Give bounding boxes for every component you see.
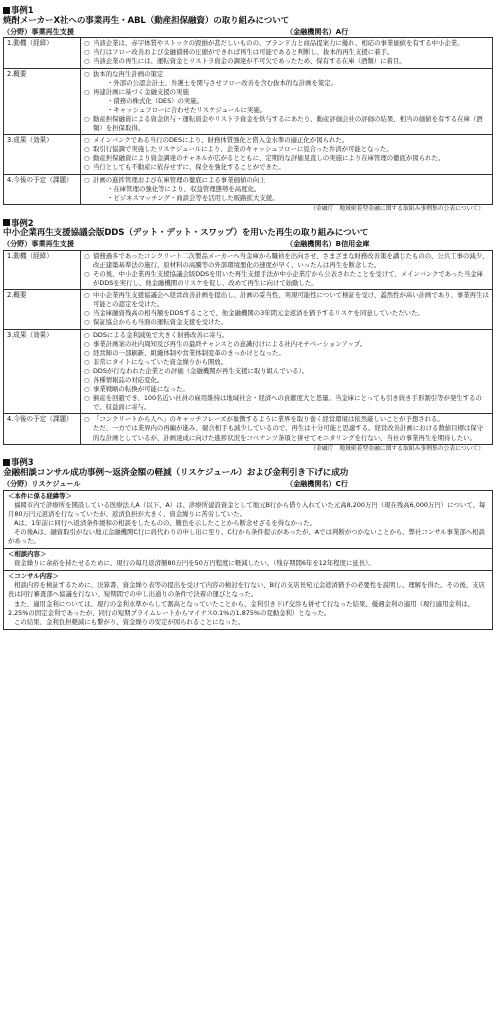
list-item-text: 事業計画案の社内周知及び再生の最終チャンスとの意識付けによる社内モチベーションアップ。 [93,339,367,348]
list-item [84,270,489,288]
case-1-institution: （金融機関名）A行 [286,26,349,36]
list-item [84,394,489,412]
row-content [81,414,493,444]
case-1-number: 事例1 [3,5,494,16]
case-1-table [3,37,493,205]
section-heading: ＜コンサル内容＞ [8,572,59,581]
row-label: 4.今後の予定（課題） [4,174,81,204]
bullet-circle-icon: ○ [84,357,90,366]
list-item [84,70,489,79]
bullet-circle-icon: ○ [84,39,90,48]
bullet-circle-icon: ○ [84,175,90,184]
list-item [84,291,489,309]
list-item-text: 当行としても不動産に依存せずに、保全を強化することができた。 [93,163,285,172]
list-item-text: 計画の進捗管理および在庫管理の徹底による事業価値の向上 [93,175,266,184]
bullet-circle-icon: ○ [84,87,90,96]
black-square-icon [3,459,10,466]
list-item [84,367,489,376]
list-item [84,97,489,106]
bullet-circle-icon: ○ [84,48,90,57]
bullet-circle-icon: ○ [84,375,90,384]
box-section [4,491,492,549]
case-2-title: 中小企業再生支援協議会版DDS（デット・デット・スワップ）を用いた再生の取り組みについて [3,228,369,239]
list-item [84,252,489,270]
table-row [4,414,493,444]
list-item-text: 抜本的な再生計画の策定 [93,69,164,78]
list-item [84,349,489,358]
list-item [84,136,489,145]
bullet-circle-icon: ○ [84,318,90,327]
bullet-circle-icon: ○ [84,348,90,357]
list-item-text: ただ、一方では業界内の再編が進み、競合相手も減少しているので、再生は十分可能と思慮する。経営改善計画における数値目標は保守的な計画としているが、計画達成に向けた進捗状況をコベナンツ条項と併せてモニタリングを行ない、当社の事業再生を期待したい。 [93,424,484,442]
row-label: 4.今後の予定（課題） [4,414,81,444]
list-item [84,424,489,442]
case-3-institution: （金融機関名）C行 [286,478,348,488]
list-item [84,194,489,203]
bullet-circle-icon: ○ [84,339,90,348]
bullet-circle-icon: ○ [84,114,90,123]
box-section [4,570,492,629]
case-2-institution: （金融機関名）B信用金庫 [286,239,370,249]
case-2 [3,218,494,454]
row-label: 3.成果（効果） [4,135,81,174]
paragraph: 資金繰りに余裕を持たせるために、現行の毎月返済額80万円を50万円程度に軽減したい。（残存期間6年を12年程度に延長）。 [14,559,375,568]
list-item [84,358,489,367]
list-item [84,185,489,194]
case-1-title: 焼酎メーカーX社への事業再生・ABL（動産担保融資）の取り組みについて [3,15,290,26]
row-content [81,174,493,204]
list-item-text: その後、中小企業再生支援協議会版DDSを用いた再生支援手法が中小企業庁から公表されたことを受けて、メインバンクであった当金庫がDDSを実行し、他金融機関のリスケを促し、改めて再生に向けて始動した。 [93,269,484,288]
bullet-circle-icon: ○ [84,366,90,375]
case-1 [3,5,494,214]
paragraph: その後Aは、融資取引がない地元金融機関C行に肩代わりの申し出に至り、C行から条件提示があったが、Aでは判断がつかないことから、弊社コンサル事業部へ相談があった。 [8,527,486,546]
bullet-circle-icon: ○ [84,330,90,339]
list-item [84,163,489,172]
list-item-text: 経営陣の一部刷新、組織体制や営業体制変革のきっかけとなった。 [93,348,285,357]
list-item [84,145,489,154]
list-item [84,176,489,185]
black-square-icon [3,219,10,226]
case-3-title: 金融相談コンサル成功事例～返済金額の軽減（リスケジュール）および金利引き下げに成功 [3,467,349,478]
list-item-text: メインバンクである当行のDESにより、財務体質強化と借入金水準の適正化が図られた。 [93,136,349,145]
case-1-meta [3,27,494,37]
bullet-circle-icon: ○ [84,309,90,318]
list-item-text: 当該企業は、赤字体質やストックの毀損が甚だしいものの、ブランド力と商品提案力に優れ、相応の事業価値を有する中小企業。 [93,39,464,48]
row-label: 3.成果（効果） [4,329,81,414]
bullet-circle-icon: ○ [84,154,90,163]
section-heading: ＜本件に係る経緯等＞ [8,491,72,500]
list-item-text: 各種情報誌の対応変化。 [93,375,164,384]
list-item-text: 当金庫融資残高の相当額をDDSすることで、他金融機関の3年間元金返済を猶予するリスケを同意していただいた。 [93,309,424,318]
row-content [81,290,493,329]
list-item [84,340,489,349]
list-item-text: 当行はフロー改善および金融債務の圧縮ができれば再生は可能であると判断し、抜本的再生支援に着手。 [93,48,394,57]
case-1-field: （分野）事業再生支援 [3,26,74,36]
case-2-table [3,250,493,445]
bullet-circle-icon: ○ [84,57,90,66]
table-row [4,329,493,414]
bullet-circle-icon: ○ [84,385,90,394]
indent-spacer [98,79,107,88]
indent-spacer [98,97,107,106]
list-item-text: ・在庫管理の強化等により、収益管理態勢を高度化。 [107,184,261,193]
list-item-text: 「コンクリートから人へ」のキャッチフレーズが象徴するように業界を取り巻く経営環境は依然厳しいことが予想される。 [93,415,444,424]
bullet-circle-icon: ○ [84,69,90,78]
list-item-text: 倒産を回避でき、100名近い社員の雇用維持は地域社会・経済への貢献度大と思量。当金庫にとっても引き続き手形割引等が発生するので、収益面に寄与。 [93,394,482,412]
bullet-circle-icon: ○ [84,163,90,172]
list-item [84,57,489,66]
list-item-text: 動産担保融資による資金供与・運転資金やリストラ資金を供与するにあたり、動産評価会社の評価の結果、相当の価値を有する在庫（酒類）を担保取得。 [93,114,483,133]
list-item-text: 再建計画に基づく金融支援の実施 [93,87,189,96]
bullet-circle-icon: ○ [84,291,90,300]
case-2-number: 事例2 [3,218,494,229]
row-content [81,38,493,68]
list-item-text: 事業戦略の転換が可能になった。 [93,385,189,394]
list-item [84,331,489,340]
table-row [4,174,493,204]
indent-spacer [98,185,107,194]
list-item-text: DDSによる金利減免で大きく財務改善に寄与。 [93,330,229,339]
list-item [84,39,489,48]
list-item-text: DDSが行なわれた企業との評価（金融機関が再生支援に取り組んでいる）。 [93,366,309,375]
table-row [4,135,493,174]
list-item [84,115,489,133]
paragraph: Aは、1年前に同行へ返済条件緩和の相談をしたものの、難色を示したことから断念せざるを得なかった。 [14,518,317,527]
list-item-text: ・債務の株式化（DES）の実施。 [107,96,204,105]
list-item-text: 非常にタイトになっていた資金繰りから開放。 [93,357,228,366]
table-row [4,250,493,289]
paragraph: また、適用金利については、現行の金利水準からして割高となっていたことから、金利引き下げ交渉も併せて行なった結果、優遇金利の適用（現行適用金利は、2.25%の固定金利であったが、同行の短期プライムレートからマイナス0.1%の1.875%の変動金利）となった。 [8,599,474,617]
indent-spacer [98,106,107,115]
bullet-circle-icon [84,424,93,442]
black-square-icon [3,7,10,14]
bullet-circle-icon: ○ [84,394,90,403]
bullet-circle-icon: ○ [84,415,90,424]
row-content [81,68,493,135]
case-3-meta [3,479,494,489]
row-label: 2.概要 [4,68,81,135]
row-label: 1.動機（経緯） [4,38,81,68]
list-item [84,88,489,97]
case-3-number: 事例3 [3,457,494,468]
list-item-text: 中小企業再生支援協議会へ経営改善計画を提出し、計画の妥当性、実現可能性について検証を受け、蓋然性が高い計画であり、事業再生は可能との認定を受けた。 [93,291,489,309]
list-item-text: 債務過多であったコンクリート二次製品メーカーへ当金庫から職員を出向させ、さまざまな財務改善策を講じたものの、公共工事の減少、改正建築基準法の施行、原材料の高騰等の外部環境悪化の速度が早く、いったんは再生を断念した。 [93,251,489,269]
section-heading: ＜相談内容＞ [8,550,47,559]
list-item-text: ・キャッシュフローに合わせたリスケジュールに実施。 [107,105,267,114]
row-content [81,135,493,174]
paragraph: 福岡市内で診療所を開設している医療法人A（以下、A）は、診療所建設資金として地元B行から借り入れていた元高8,200万円（現在残高6,000万円）について、毎月80万円元返済を行なっていたが、返済負担が大きく、資金繰りに苦労していた。 [8,500,486,518]
table-row [4,290,493,329]
list-item [84,106,489,115]
bullet-circle-icon: ○ [84,269,90,278]
paragraph: この結果、金利負担軽減にも繋がり、資金繰りの安定が図られることになった。 [14,617,245,626]
case-1-source: （金融庁 地域密着型金融に関する取組み事例集の公表について） [310,205,484,212]
case-2-field: （分野）事業再生支援 [3,239,74,249]
list-item-text: ・ビジネスマッチング・商談会等を活用した販路拡大支援。 [107,193,279,202]
table-row [4,38,493,68]
indent-spacer [98,194,107,203]
paragraph: 相談内容を検証するために、決算書、資金繰り表等の提出を受けて内容の検討を行ない、B行の支店長宛元金返済猶予の必要性を説明し、理解を得た。その後、支店長は同行審査部へ協議を行ない、短期間での申し出通りの条件で決着の運びとなった。 [8,581,485,599]
list-item-text: 取引行協調で実施したリスケジュールにより、企業のキャッシュフローに見合った弁済が可能となった。 [93,145,393,154]
case-2-meta [3,239,494,249]
case-3-box [3,490,493,630]
box-section [4,548,492,570]
case-3 [3,457,494,630]
list-item [84,385,489,394]
row-content [81,329,493,414]
list-item [84,376,489,385]
row-label: 1.動機（経緯） [4,250,81,289]
row-label: 2.概要 [4,290,81,329]
list-item [84,318,489,327]
row-content [81,250,493,289]
bullet-circle-icon: ○ [84,145,90,154]
list-item [84,79,489,88]
list-item-text: 動産担保融資により資金調達のチャネルが広がるとともに、定期的な評価見直しの実施により在庫管理の徹底が図られた。 [93,154,445,163]
bullet-circle-icon: ○ [84,251,90,260]
list-item-text: 保証協会からも当面の運転資金支援を受けた。 [93,318,228,327]
list-item-text: ・外部の公認会計士、弁護士を関与させフロー改善を含む抜本的な計画を策定。 [107,78,338,87]
list-item-text: 当該企業の再生には、運転資金とリストラ資金の調達が不可欠であったため、保有する在庫（酒類）に着目。 [93,57,406,66]
table-row [4,68,493,135]
bullet-circle-icon: ○ [84,136,90,145]
case-3-field: （分野）リスケジュール [3,478,81,488]
case-2-source: （金融庁 地域密着型金融に関する取組み事例集の公表について） [310,445,484,452]
